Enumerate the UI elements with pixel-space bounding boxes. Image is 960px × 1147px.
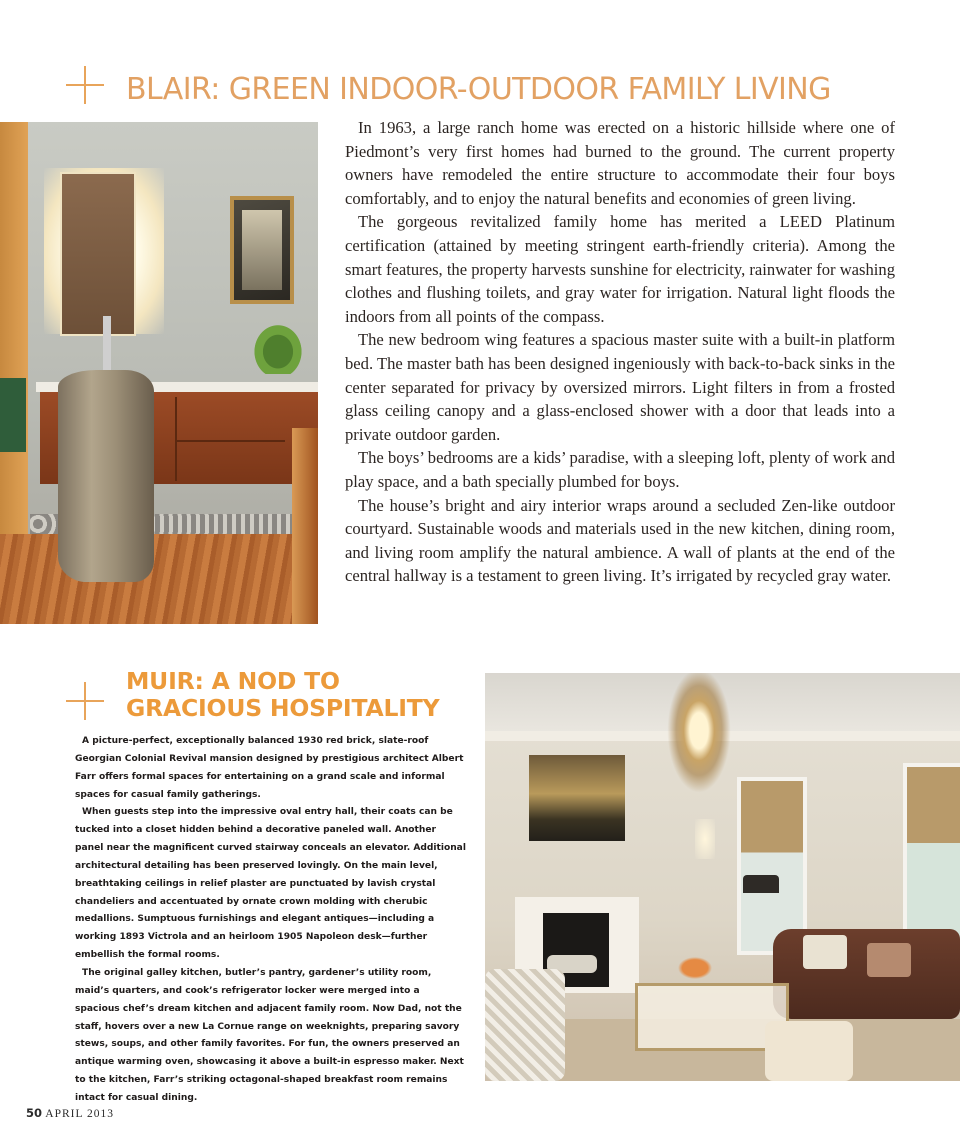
wall-sconce (695, 819, 715, 859)
article-body-muir (75, 733, 467, 1108)
crystal-chandelier (663, 673, 735, 801)
body-paragraph: In 1963, a large ranch home was erected on a historic hillside where one of Piedmont’s very first homes had burned to the ground. The current property owners have remodeled the entire structure to accommodate their four boys comfortably, and to enjoy the natural benefits and economies of green living. (345, 118, 895, 208)
page-number: 50 (26, 1106, 43, 1120)
stone-pedestal-sink (58, 370, 154, 582)
throw-pillow (867, 943, 911, 977)
backlit-mirror (60, 172, 136, 336)
side-cabinet (292, 428, 318, 624)
body-paragraph: A picture-perfect, exceptionally balanced 1930 red brick, slate-roof Georgian Colonial Revival mansion designed by prestigious architect Albert Farr offers formal spaces for entertaining on a grand scale and informal spaces for casual family gatherings. (75, 736, 464, 800)
ottoman (765, 1021, 853, 1081)
flower-arrangement (675, 955, 715, 981)
page-folio (26, 1106, 114, 1120)
body-paragraph: The original galley kitchen, butler’s pantry, gardener’s utility room, maid’s quarters, and cook’s refrigerator locker were merged into a spacious chef’s dream kitchen and adjacent family room. Now Dad, not the staff, hovers over a new La Cornue range on weeknights, preparing savory stews, soups, and other family favorites. For fun, the owners preserved an antique warming oven, showcasing it above a built-in espresso maker. Next to the kitchen, Farr’s striking octagonal-shaped breakfast room remains intact for casual dining. (75, 967, 464, 1103)
upholstered-chair (485, 969, 565, 1081)
article-body-blair (345, 116, 895, 588)
body-paragraph: The boys’ bedrooms are a kids’ paradise, with a sleeping loft, plenty of work and play space, and a bath specially plumbed for boys. (345, 448, 895, 491)
wood-floor (0, 534, 318, 624)
table-lamp (743, 875, 779, 893)
section-title-muir: MUIR: A NOD TO GRACIOUS HOSPITALITY (126, 667, 440, 722)
green-towel (0, 378, 26, 452)
body-paragraph: The new bedroom wing features a spacious master suite with a built-in platform bed. The master bath has been designed ingeniously with back-to-back sinks in the center separated for privacy by oversized mirrors. Light filters in from a frosted glass ceiling canopy and a glass-enclosed shower with a door that leads into a private outdoor garden. (345, 330, 895, 444)
body-paragraph: When guests step into the impressive oval entry hall, their coats can be tucked into a closet hidden behind a decorative paneled wall. Another panel near the magnificent curved stairway conceals an elevator. Additional architectural detailing has been preserved lovingly. On the main level, breathtaking ceilings in relief plaster are punctuated by lavish crystal chandeliers and accentuated by ornate crown molding with cherubic medallions. Sumptuous furnishings and elegant antiques—including a working 1893 Victrola and an heirloom 1905 Napoleon desk—further embellish the formal rooms. (75, 807, 466, 961)
section-title-blair: BLAIR: GREEN INDOOR-OUTDOOR FAMILY LIVING (126, 72, 831, 107)
bathroom-photo (0, 122, 318, 624)
landscape-painting (529, 755, 625, 841)
faucet (103, 316, 111, 374)
plus-ornament-icon (66, 682, 104, 720)
throw-pillow (803, 935, 847, 969)
body-paragraph: The house’s bright and airy interior wraps around a secluded Zen-like outdoor courtyard. Sustainable woods and materials used in the new kitchen, dining room, and living room amplify the natural ambience. A wall of plants at the end of the central hallway is a testament to green living. It’s irrigated by recycled gray water. (345, 495, 895, 586)
body-paragraph: The gorgeous revitalized family home has merited a LEED Platinum certification (attained by meeting stringent earth-friendly criteria). Among the smart features, the property harvests sunshine for electricity, rainwater for washing clothes and flushing toilets, and gray water for irrigation. Natural light floods the indoors from all points of the compass. (345, 212, 896, 326)
potted-plant (248, 318, 308, 374)
issue-date: APRIL 2013 (45, 1108, 114, 1120)
plus-ornament-icon (66, 66, 104, 104)
framed-picture (230, 196, 294, 304)
living-room-photo (485, 673, 960, 1081)
